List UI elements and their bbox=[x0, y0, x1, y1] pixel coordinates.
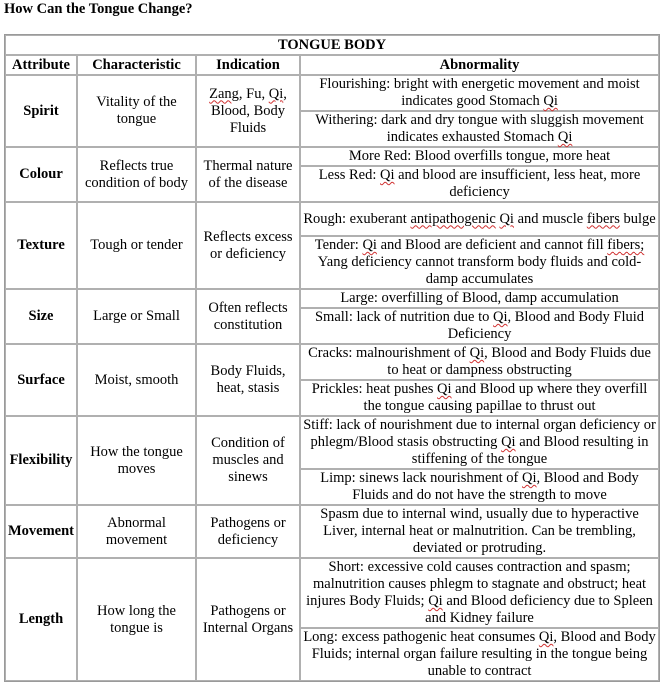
indication-cell: Pathogens or Internal Organs bbox=[196, 558, 300, 681]
abnormality-cell: Long: excess pathogenic heat consumes Qi, Blood and Body Fluids; internal organ failure resulting in the tongue being unable to contract bbox=[300, 628, 659, 681]
characteristic-cell: Large or Small bbox=[77, 289, 196, 344]
abnormality-cell: Stiff: lack of nourishment due to internal organ deficiency or phlegm/Blood stasis obstructing Qi and Blood resulting in stiffening of the tongue bbox=[300, 416, 659, 469]
indication-cell: Reflects excess or deficiency bbox=[196, 202, 300, 289]
attribute-cell: Flexibility bbox=[5, 416, 77, 505]
table-row bbox=[5, 505, 659, 558]
attribute-cell: Colour bbox=[5, 147, 77, 202]
header-attribute: Attribute bbox=[5, 55, 77, 75]
abnormality-cell: Short: excessive cold causes contraction and spasm; malnutrition causes phlegm to stagnate and obstruct; heat injures Body Fluids; Qi and Blood deficiency due to Spleen and Kidney failure bbox=[300, 558, 659, 628]
header-indication: Indication bbox=[196, 55, 300, 75]
attribute-cell: Surface bbox=[5, 344, 77, 416]
page-title: How Can the Tongue Change? bbox=[4, 1, 193, 17]
abnormality-cell: Prickles: heat pushes Qi and Blood up where they overfill the tongue causing papillae to thrust out bbox=[300, 380, 659, 416]
header-characteristic: Characteristic bbox=[77, 55, 196, 75]
characteristic-cell: Tough or tender bbox=[77, 202, 196, 289]
attribute-cell: Movement bbox=[5, 505, 77, 558]
characteristic-cell: How long the tongue is bbox=[77, 558, 196, 681]
characteristic-cell: Vitality of the tongue bbox=[77, 75, 196, 147]
characteristic-cell: Reflects true condition of body bbox=[77, 147, 196, 202]
abnormality-cell: Cracks: malnourishment of Qi, Blood and Body Fluids due to heat or dampness obstructing bbox=[300, 344, 659, 380]
table-row bbox=[5, 416, 659, 469]
abnormality-cell: Large: overfilling of Blood, damp accumulation bbox=[300, 289, 659, 308]
indication-cell: Pathogens or deficiency bbox=[196, 505, 300, 558]
abnormality-cell: Rough: exuberant antipathogenic Qi and muscle fibers bulge bbox=[300, 202, 659, 236]
table-row bbox=[5, 289, 659, 308]
abnormality-cell: Less Red: Qi and blood are insufficient, less heat, more deficiency bbox=[300, 166, 659, 202]
table-row bbox=[5, 75, 659, 111]
table-caption: TONGUE BODY bbox=[5, 35, 659, 55]
table-row bbox=[5, 344, 659, 380]
abnormality-cell: Limp: sinews lack nourishment of Qi, Blood and Body Fluids and do not have the strength to move bbox=[300, 469, 659, 505]
characteristic-cell: Moist, smooth bbox=[77, 344, 196, 416]
attribute-cell: Length bbox=[5, 558, 77, 681]
abnormality-cell: Small: lack of nutrition due to Qi, Blood and Body Fluid Deficiency bbox=[300, 308, 659, 344]
indication-cell: Thermal nature of the disease bbox=[196, 147, 300, 202]
characteristic-cell: Abnormal movement bbox=[77, 505, 196, 558]
attribute-cell: Spirit bbox=[5, 75, 77, 147]
indication-cell: Zang, Fu, Qi, Blood, Body Fluids bbox=[196, 75, 300, 147]
attribute-cell: Size bbox=[5, 289, 77, 344]
abnormality-cell: Withering: dark and dry tongue with sluggish movement indicates exhausted Stomach Qi bbox=[300, 111, 659, 147]
tongue-body-table bbox=[4, 34, 660, 682]
table-row bbox=[5, 558, 659, 628]
abnormality-cell: Flourishing: bright with energetic movement and moist indicates good Stomach Qi bbox=[300, 75, 659, 111]
table-row bbox=[5, 202, 659, 236]
indication-cell: Condition of muscles and sinews bbox=[196, 416, 300, 505]
abnormality-cell: Tender: Qi and Blood are deficient and cannot fill fibers; Yang deficiency cannot transform body fluids and cold-damp accumulates bbox=[300, 236, 659, 289]
abnormality-cell: More Red: Blood overfills tongue, more heat bbox=[300, 147, 659, 166]
indication-cell: Body Fluids, heat, stasis bbox=[196, 344, 300, 416]
abnormality-cell: Spasm due to internal wind, usually due to hyperactive Liver, internal heat or malnutrition. Can be trembling, deviated or protruding. bbox=[300, 505, 659, 558]
table-row bbox=[5, 147, 659, 166]
header-abnormality: Abnormality bbox=[300, 55, 659, 75]
indication-cell: Often reflects constitution bbox=[196, 289, 300, 344]
attribute-cell: Texture bbox=[5, 202, 77, 289]
table-body bbox=[5, 75, 659, 681]
characteristic-cell: How the tongue moves bbox=[77, 416, 196, 505]
